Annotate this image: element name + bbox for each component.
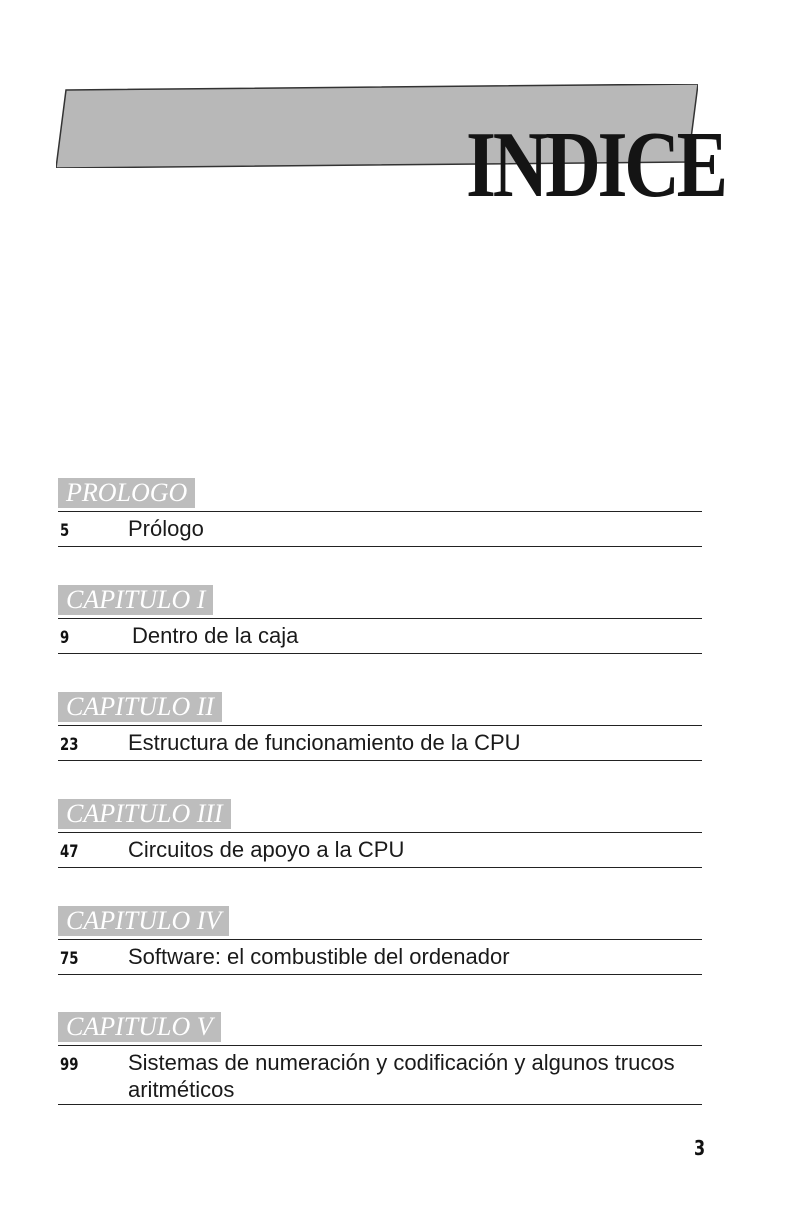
toc-section-capitulo-2 — [58, 692, 702, 764]
entry-title: Dentro de la caja — [132, 623, 299, 648]
divider — [58, 618, 702, 619]
page-number: 3 — [694, 1136, 706, 1160]
section-label: CAPITULO V — [58, 1012, 221, 1042]
entry-title: Sistemas de numeración y codificación y algunos trucos aritméticos — [128, 1050, 675, 1102]
divider — [58, 832, 702, 833]
toc-section-capitulo-4 — [58, 906, 702, 978]
entry-title: Prólogo — [128, 516, 204, 541]
entry-page-number: 99 — [60, 1055, 79, 1075]
divider — [58, 939, 702, 940]
section-label: CAPITULO I — [58, 585, 213, 615]
divider — [58, 1045, 702, 1046]
entry-title: Estructura de funcionamiento de la CPU — [128, 730, 521, 755]
toc-section-capitulo-5 — [58, 1012, 702, 1108]
divider — [58, 1104, 702, 1105]
section-label: CAPITULO IV — [58, 906, 229, 936]
divider — [58, 974, 702, 975]
entry-page-number: 5 — [60, 521, 70, 541]
divider — [58, 546, 702, 547]
divider — [58, 511, 702, 512]
toc-section-capitulo-1 — [58, 585, 702, 657]
entry-page-number: 47 — [60, 842, 79, 862]
divider — [58, 653, 702, 654]
divider — [58, 867, 702, 868]
divider — [58, 760, 702, 761]
entry-page-number: 23 — [60, 735, 79, 755]
entry-title: Software: el combustible del ordenador — [128, 944, 510, 969]
section-label: PROLOGO — [58, 478, 195, 508]
toc-section-capitulo-3 — [58, 799, 702, 871]
entry-title: Circuitos de apoyo a la CPU — [128, 837, 405, 862]
toc-section-prologo — [58, 478, 702, 550]
section-label: CAPITULO III — [58, 799, 231, 829]
section-label: CAPITULO II — [58, 692, 222, 722]
entry-page-number: 75 — [60, 949, 79, 969]
entry-page-number: 9 — [60, 628, 70, 648]
page-title: INDICE — [466, 113, 725, 217]
divider — [58, 725, 702, 726]
